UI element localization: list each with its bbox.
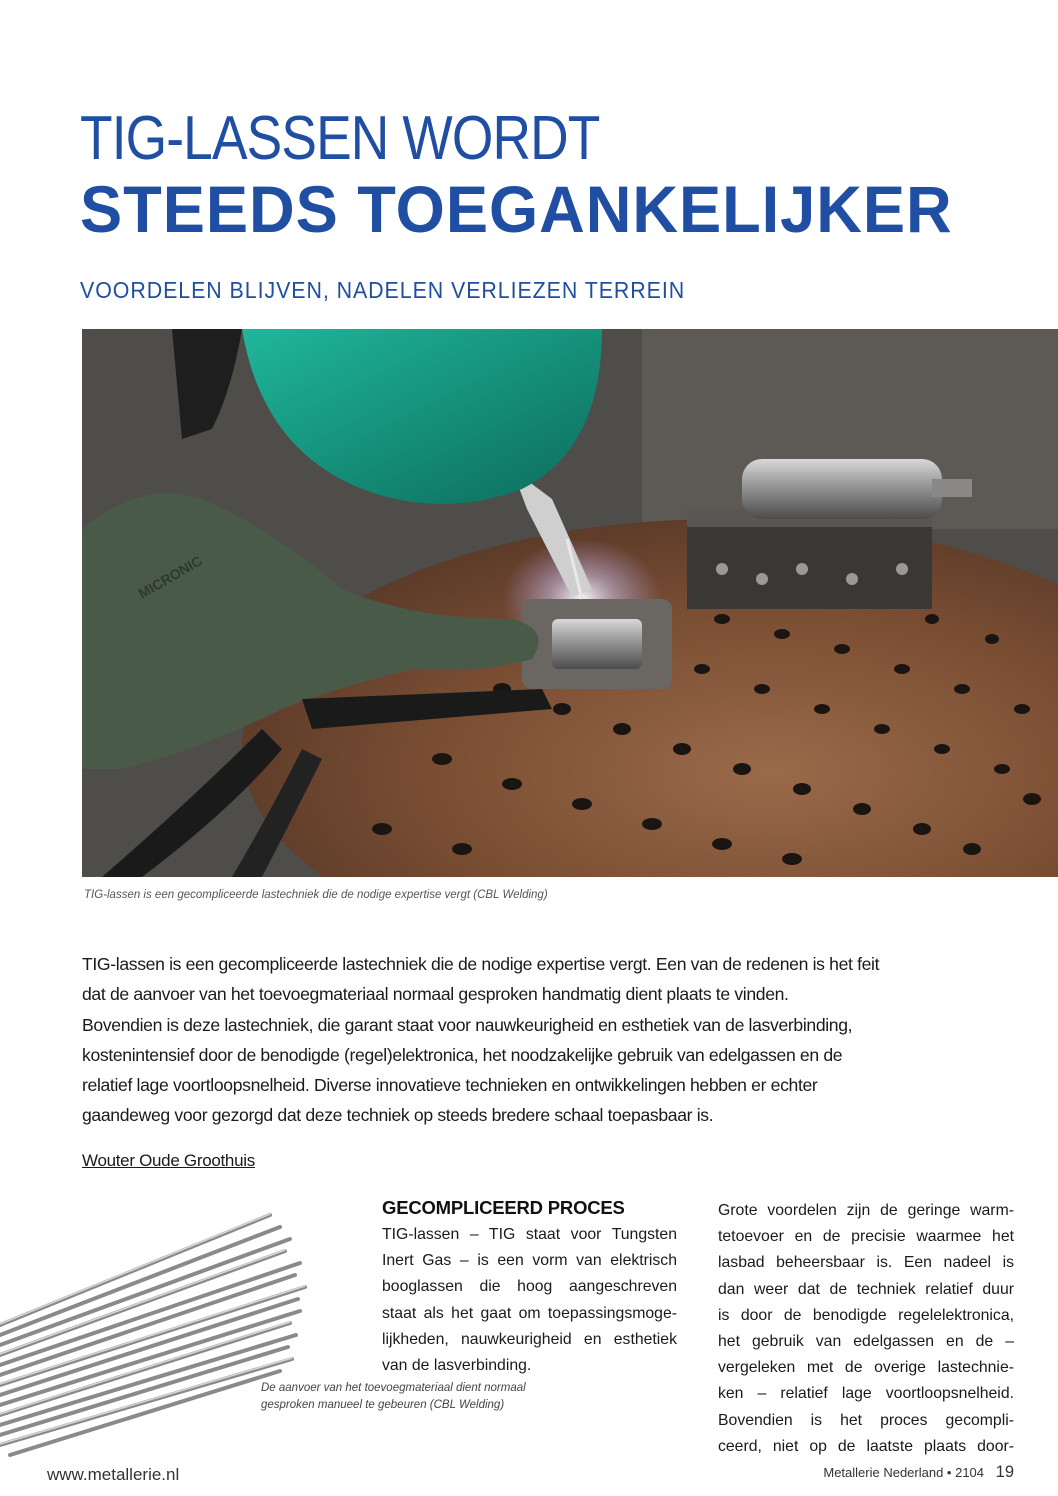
welding-rods-photo [0,1205,310,1460]
footer-info [823,1463,1014,1482]
intro-line: kostenintensief door de benodigde (regel)elektronica, het noodzakelijke gebruik van edelgassen en de [82,1044,843,1065]
title-line-2: STEEDS TOEGANKELIJKER [80,172,953,246]
body-line: ceerd, niet op de laatste plaats door- [718,1437,1014,1455]
footer-website-link[interactable]: www.metallerie.nl [47,1465,180,1484]
body-line: lasbad beheersbaar is. Een nadeel is [718,1254,1014,1272]
body-line: het gebruik van edelgassen en de – [718,1333,1014,1351]
body-line: ken – relatief lage voortloopsnelheid. [718,1385,1014,1403]
intro-line: gaandeweg voor gezorgd dat deze techniek op steeds bredere schaal toepasbaar is. [82,1105,714,1126]
body-line: Bovendien is het proces gecompli- [718,1411,1014,1429]
author-link[interactable]: Wouter Oude Groothuis [82,1151,255,1170]
body-line: Grote voordelen zijn de geringe warm- [718,1202,1014,1219]
intro-line: Bovendien is deze lastechniek, die garant staat voor nauwkeurigheid en esthetiek van de lasverbinding, [82,1014,853,1035]
rods-caption-line: gesproken manueel te gebeuren (CBL Welding) [261,1399,505,1411]
body-line: booglassen die hoog aangeschreven [382,1278,677,1296]
subtitle: VOORDELEN BLIJVEN, NADELEN VERLIEZEN TERREIN [80,277,686,303]
page-number: 19 [995,1463,1014,1481]
body-line: tetoevoer en de precisie waarmee het [718,1228,1014,1246]
body-line: staat als het gaat om toepassingsmoge- [382,1304,677,1322]
body-line: van de lasverbinding. [382,1357,532,1375]
rods-caption [261,1380,561,1414]
column-right [718,1198,1014,1460]
body-line: TIG-lassen – TIG staat voor Tungsten [382,1226,677,1243]
welding-photo [82,329,1058,877]
glove-text: MICRONIC [135,552,205,602]
photo-caption: TIG-lassen is een gecompliceerde lastechniek die de nodige expertise vergt (CBL Welding) [84,889,548,901]
magazine-name: Metallerie Nederland • 2104 [823,1465,985,1480]
body-line: dan weer dat de techniek relatief duur [718,1280,1014,1298]
intro-paragraph [82,949,882,1131]
rods-caption-line: De aanvoer van het toevoegmateriaal dient normaal [261,1382,526,1394]
intro-line: relatief lage voortloopsnelheid. Diverse innovatieve technieken en ontwikkelingen hebben er echter [82,1075,818,1096]
body-line: Inert Gas – is een vorm van elektrisch [382,1252,677,1270]
column-middle [382,1197,677,1379]
title-line-1: TIG-LASSEN WORDT [80,104,600,173]
body-line: is door de benodigde regelelektronica, [718,1306,1014,1324]
intro-line: dat de aanvoer van het toevoegmateriaal normaal gesproken handmatig dient plaats te vinden. [82,984,789,1005]
intro-line: TIG-lassen is een gecompliceerde lastechniek die de nodige expertise vergt. Een van de redenen is het feit [82,954,880,974]
body-line: vergeleken met de overige lastechnie- [718,1359,1014,1377]
section-heading: GECOMPLICEERD PROCES [382,1197,625,1218]
body-line: lijkheden, nauwkeurigheid en esthetiek [382,1330,677,1348]
